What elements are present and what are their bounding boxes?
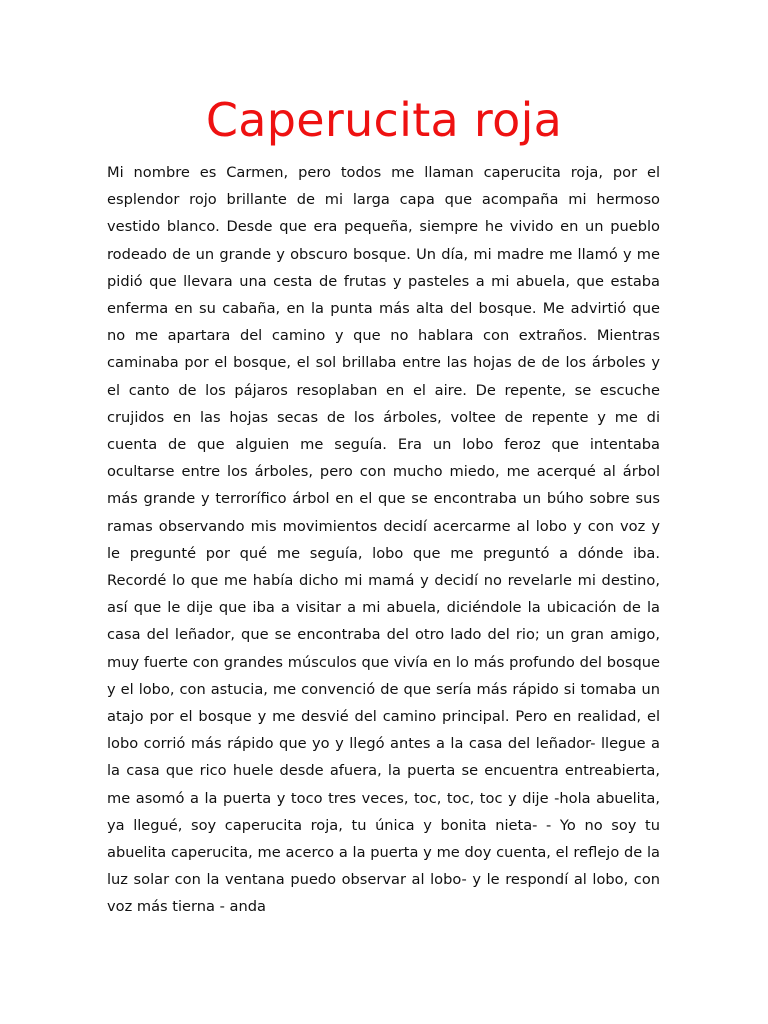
page-title: Caperucita roja <box>205 93 563 147</box>
story-paragraph: Mi nombre es Carmen, pero todos me llaman caperucita roja, por el esplendor rojo brillante de mi larga capa que acompaña mi hermoso vestido blanco. Desde que era pequeña, siempre he vivido en un pueblo rodeado de un grande y obscuro bosque. Un día, mi madre me llamó y me pidió que llevara una cesta de frutas y pasteles a mi abuela, que estaba enferma en su cabaña, en la punta más alta del bosque. Me advirtió que no me apartara del camino y que no hablara con extraños. Mientras caminaba por el bosque, el sol brillaba entre las hojas de de los árboles y el canto de los pájaros resoplaban en el aire. De repente, se escuche crujidos en las hojas secas de los árboles, voltee de repente y me di cuenta de que alguien me seguía. Era un lobo feroz que intentaba ocultarse entre los árboles, pero con mucho miedo, me acerqué al árbol más grande y terrorífico árbol en el que se encontraba un búho sobre sus ramas observando mis movimientos decidí acercarme al lobo y con voz y le pregunté por qué me seguía, lobo que me preguntó a dónde iba. Recordé lo que me había dicho mi mamá y decidí no revelarle mi destino, así que le dije que iba a visitar a mi abuela, diciéndole la ubicación de la casa del leñador, que se encontraba del otro lado del rio; un gran amigo, muy fuerte con grandes músculos que vivía en lo más profundo del bosque y el lobo, con astucia, me convenció de que sería más rápido si tomaba un atajo por el bosque y me desvié del camino principal. Pero en realidad, el lobo corrió más rápido que yo y llegó antes a la casa del leñador- llegue a la casa que rico huele desde afuera, la puerta se encuentra entreabierta, me asomó a la puerta y toco tres veces, toc, toc, toc y dije -hola abuelita, ya llegué, soy caperucita roja, tu única y bonita nieta- - Yo no soy tu abuelita caperucita, me acerco a la puerta y me doy cuenta, el reflejo de la luz solar con la ventana puedo observar al lobo- y le respondí al lobo, con voz más tierna - anda <box>107 164 660 916</box>
